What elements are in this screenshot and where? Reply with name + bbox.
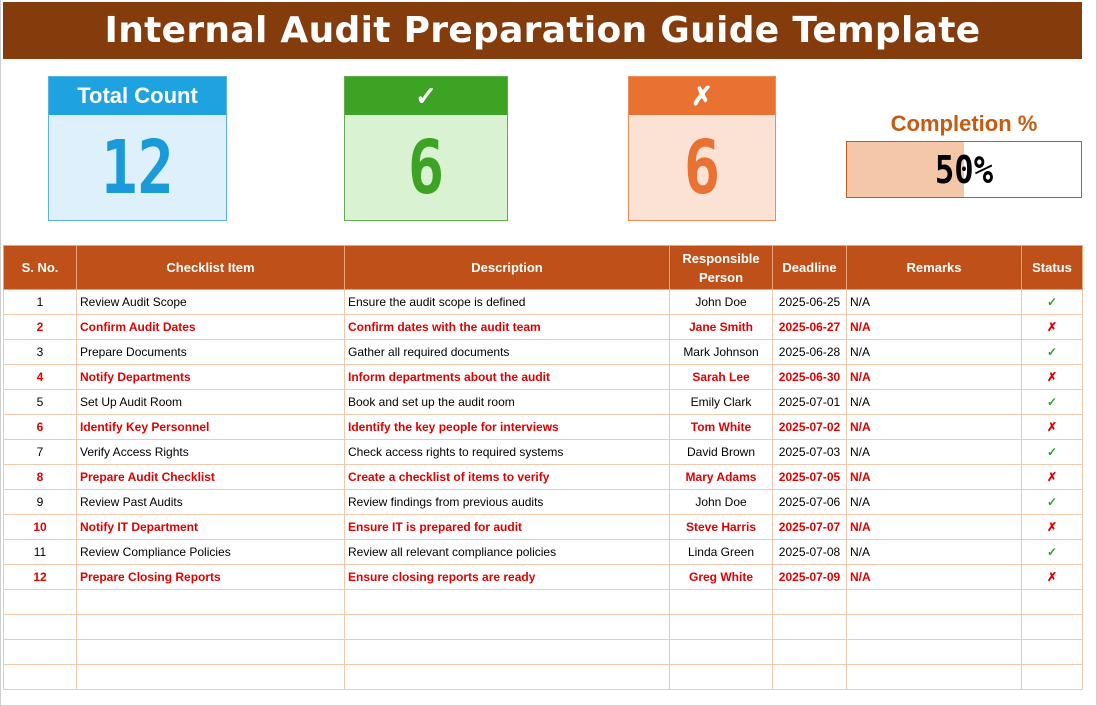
empty-cell[interactable] — [4, 590, 77, 615]
table-row — [4, 415, 1083, 440]
cell-checklist-item[interactable]: Prepare Audit Checklist — [77, 465, 345, 490]
cell-serial-no[interactable]: 8 — [4, 465, 77, 490]
cell-checklist-item[interactable]: Notify IT Department — [77, 515, 345, 540]
cell-remarks[interactable]: N/A — [847, 515, 1022, 540]
cell-checklist-item[interactable]: Verify Access Rights — [77, 440, 345, 465]
empty-cell[interactable] — [345, 590, 670, 615]
cell-remarks[interactable]: N/A — [847, 415, 1022, 440]
table-row — [4, 515, 1083, 540]
empty-cell[interactable] — [670, 665, 773, 690]
cell-description[interactable]: Inform departments about the audit — [345, 365, 670, 390]
empty-cell[interactable] — [345, 640, 670, 665]
cell-description[interactable]: Ensure closing reports are ready — [345, 565, 670, 590]
table-row — [4, 340, 1083, 365]
cross-icon: ✗ — [629, 77, 775, 115]
empty-cell[interactable] — [670, 590, 773, 615]
cell-remarks[interactable]: N/A — [847, 290, 1022, 315]
cell-description[interactable]: Gather all required documents — [345, 340, 670, 365]
cell-serial-no[interactable]: 12 — [4, 565, 77, 590]
empty-cell[interactable] — [847, 640, 1022, 665]
cell-deadline[interactable]: 2025-07-08 — [773, 540, 847, 565]
cell-serial-no[interactable]: 2 — [4, 315, 77, 340]
empty-cell[interactable] — [4, 665, 77, 690]
completion-label: Completion % — [890, 111, 1038, 136]
header-remarks[interactable]: Remarks — [847, 246, 1022, 290]
cell-responsible-person[interactable]: Steve Harris — [670, 515, 773, 540]
cell-deadline[interactable]: 2025-06-30 — [773, 365, 847, 390]
cell-checklist-item[interactable]: Review Audit Scope — [77, 290, 345, 315]
cell-checklist-item[interactable]: Confirm Audit Dates — [77, 315, 345, 340]
status-cross-icon[interactable]: ✗ — [1022, 315, 1083, 340]
cell-responsible-person[interactable]: Sarah Lee — [670, 365, 773, 390]
check-icon: ✓ — [345, 77, 507, 115]
cell-deadline[interactable]: 2025-06-27 — [773, 315, 847, 340]
empty-cell[interactable] — [773, 615, 847, 640]
cell-responsible-person[interactable]: Jane Smith — [670, 315, 773, 340]
cell-serial-no[interactable]: 11 — [4, 540, 77, 565]
status-check-icon[interactable]: ✓ — [1022, 490, 1083, 515]
empty-table-row — [4, 640, 1083, 665]
page-title: Internal Audit Preparation Guide Template — [3, 2, 1082, 59]
empty-cell[interactable] — [77, 615, 345, 640]
empty-cell[interactable] — [670, 640, 773, 665]
cell-responsible-person[interactable]: David Brown — [670, 440, 773, 465]
status-cross-icon[interactable]: ✗ — [1022, 565, 1083, 590]
table-row — [4, 365, 1083, 390]
header-description[interactable]: Description — [345, 246, 670, 290]
empty-cell[interactable] — [77, 665, 345, 690]
cell-remarks[interactable]: N/A — [847, 365, 1022, 390]
cell-deadline[interactable]: 2025-07-09 — [773, 565, 847, 590]
cell-deadline[interactable]: 2025-07-05 — [773, 465, 847, 490]
header-status[interactable]: Status — [1022, 246, 1083, 290]
cell-remarks[interactable]: N/A — [847, 315, 1022, 340]
empty-cell[interactable] — [847, 615, 1022, 640]
table-row — [4, 465, 1083, 490]
empty-cell[interactable] — [670, 615, 773, 640]
table-row — [4, 315, 1083, 340]
cell-serial-no[interactable]: 6 — [4, 415, 77, 440]
cell-responsible-person[interactable]: John Doe — [670, 290, 773, 315]
cell-deadline[interactable]: 2025-07-01 — [773, 390, 847, 415]
total-count-value: 12 — [100, 124, 175, 211]
empty-cell[interactable] — [1022, 640, 1083, 665]
cell-deadline[interactable]: 2025-07-03 — [773, 440, 847, 465]
empty-cell[interactable] — [773, 665, 847, 690]
cell-responsible-person[interactable]: Tom White — [670, 415, 773, 440]
cell-serial-no[interactable]: 5 — [4, 390, 77, 415]
cell-checklist-item[interactable]: Review Compliance Policies — [77, 540, 345, 565]
cell-deadline[interactable]: 2025-07-07 — [773, 515, 847, 540]
empty-cell[interactable] — [1022, 665, 1083, 690]
cell-serial-no[interactable]: 7 — [4, 440, 77, 465]
cell-remarks[interactable]: N/A — [847, 390, 1022, 415]
empty-cell[interactable] — [345, 665, 670, 690]
cell-responsible-person[interactable]: Greg White — [670, 565, 773, 590]
pending-count-card — [628, 76, 776, 221]
cell-checklist-item[interactable]: Identify Key Personnel — [77, 415, 345, 440]
header-checklist-item[interactable]: Checklist Item — [77, 246, 345, 290]
empty-table-row — [4, 590, 1083, 615]
cell-serial-no[interactable]: 4 — [4, 365, 77, 390]
cell-remarks[interactable]: N/A — [847, 340, 1022, 365]
table-row — [4, 490, 1083, 515]
cell-description[interactable]: Ensure the audit scope is defined — [345, 290, 670, 315]
empty-cell[interactable] — [773, 590, 847, 615]
status-check-icon[interactable]: ✓ — [1022, 440, 1083, 465]
empty-cell[interactable] — [1022, 615, 1083, 640]
cell-serial-no[interactable]: 9 — [4, 490, 77, 515]
cell-description[interactable]: Review all relevant compliance policies — [345, 540, 670, 565]
cell-deadline[interactable]: 2025-07-06 — [773, 490, 847, 515]
table-row — [4, 290, 1083, 315]
cell-checklist-item[interactable]: Prepare Closing Reports — [77, 565, 345, 590]
cell-description[interactable]: Review findings from previous audits — [345, 490, 670, 515]
cell-description[interactable]: Check access rights to required systems — [345, 440, 670, 465]
status-cross-icon[interactable]: ✗ — [1022, 465, 1083, 490]
empty-cell[interactable] — [77, 640, 345, 665]
pending-count-value: 6 — [683, 124, 721, 211]
cell-description[interactable]: Ensure IT is prepared for audit — [345, 515, 670, 540]
cell-description[interactable]: Book and set up the audit room — [345, 390, 670, 415]
cell-remarks[interactable]: N/A — [847, 465, 1022, 490]
cell-remarks[interactable]: N/A — [847, 540, 1022, 565]
empty-cell[interactable] — [847, 590, 1022, 615]
cell-description[interactable]: Identify the key people for interviews — [345, 415, 670, 440]
status-cross-icon[interactable]: ✗ — [1022, 515, 1083, 540]
cell-deadline[interactable]: 2025-06-28 — [773, 340, 847, 365]
cell-checklist-item[interactable]: Notify Departments — [77, 365, 345, 390]
empty-cell[interactable] — [345, 615, 670, 640]
total-count-card — [48, 76, 227, 221]
status-check-icon[interactable]: ✓ — [1022, 290, 1083, 315]
cell-remarks[interactable]: N/A — [847, 490, 1022, 515]
empty-table-row — [4, 615, 1083, 640]
completed-count-value: 6 — [407, 124, 445, 211]
status-cross-icon[interactable]: ✗ — [1022, 365, 1083, 390]
cell-serial-no[interactable]: 10 — [4, 515, 77, 540]
table-row — [4, 440, 1083, 465]
table-row — [4, 540, 1083, 565]
cell-description[interactable]: Confirm dates with the audit team — [345, 315, 670, 340]
table-row — [4, 390, 1083, 415]
status-check-icon[interactable]: ✓ — [1022, 340, 1083, 365]
cell-deadline[interactable]: 2025-06-25 — [773, 290, 847, 315]
cell-responsible-person[interactable]: John Doe — [670, 490, 773, 515]
header-responsible-person[interactable]: Responsible Person — [670, 246, 773, 290]
cell-checklist-item[interactable]: Set Up Audit Room — [77, 390, 345, 415]
empty-cell[interactable] — [773, 640, 847, 665]
status-check-icon[interactable]: ✓ — [1022, 390, 1083, 415]
empty-cell[interactable] — [77, 590, 345, 615]
table-header-row — [4, 246, 1083, 290]
cell-deadline[interactable]: 2025-07-02 — [773, 415, 847, 440]
cell-checklist-item[interactable]: Review Past Audits — [77, 490, 345, 515]
cell-responsible-person[interactable]: Mark Johnson — [670, 340, 773, 365]
checklist-table — [3, 245, 1083, 690]
cell-serial-no[interactable]: 3 — [4, 340, 77, 365]
cell-remarks[interactable]: N/A — [847, 440, 1022, 465]
header-serial-no[interactable]: S. No. — [4, 246, 77, 290]
completion-value: 50% — [934, 147, 994, 192]
empty-cell[interactable] — [4, 615, 77, 640]
empty-cell[interactable] — [1022, 590, 1083, 615]
total-count-label: Total Count — [49, 77, 226, 115]
empty-cell[interactable] — [4, 640, 77, 665]
status-check-icon[interactable]: ✓ — [1022, 540, 1083, 565]
empty-table-row — [4, 665, 1083, 690]
header-deadline[interactable]: Deadline — [773, 246, 847, 290]
cell-responsible-person[interactable]: Linda Green — [670, 540, 773, 565]
completed-count-card — [344, 76, 508, 221]
cell-description[interactable]: Create a checklist of items to verify — [345, 465, 670, 490]
cell-responsible-person[interactable]: Emily Clark — [670, 390, 773, 415]
completion-progress-bar — [846, 141, 1082, 198]
status-cross-icon[interactable]: ✗ — [1022, 415, 1083, 440]
table-row — [4, 565, 1083, 590]
cell-checklist-item[interactable]: Prepare Documents — [77, 340, 345, 365]
cell-responsible-person[interactable]: Mary Adams — [670, 465, 773, 490]
cell-remarks[interactable]: N/A — [847, 565, 1022, 590]
empty-cell[interactable] — [847, 665, 1022, 690]
cell-serial-no[interactable]: 1 — [4, 290, 77, 315]
